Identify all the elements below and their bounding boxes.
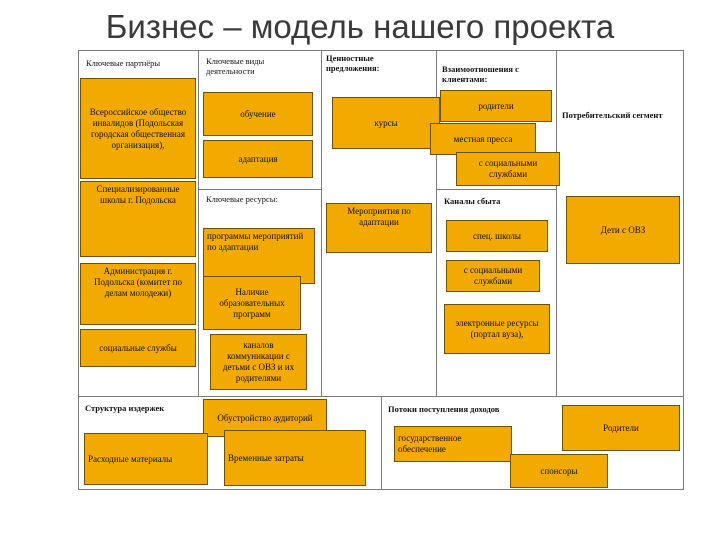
- header-customer-segment: Потребительский сегмент: [562, 110, 663, 120]
- channel-card: электронные ресурсы (портал вуза),: [444, 304, 550, 354]
- header-value-propositions: Ценностные предложения:: [326, 53, 380, 73]
- cost-card: Обустройство аудиторий: [203, 399, 327, 437]
- header-cost-structure: Структура издержек: [85, 403, 165, 413]
- revenue-card: государственное обеспечение: [394, 426, 512, 462]
- resource-card: программы мероприятий по адаптации: [203, 228, 315, 284]
- header-customer-relations: Взаимоотношения с клиентами:: [442, 64, 519, 84]
- partner-card: Специализированные школы г. Подольска: [80, 181, 196, 257]
- partner-card: Администрация г. Подольска (комитет по делам молодежи): [80, 263, 196, 325]
- value-card: курсы: [332, 97, 440, 149]
- activity-card: обучение: [203, 92, 313, 136]
- header-key-partners: Ключевые партнёры: [86, 58, 161, 68]
- revenue-card: Родители: [562, 405, 680, 451]
- divider: [556, 50, 557, 396]
- resource-card: каналов коммуникации с детьми с ОВЗ и их родителями: [210, 334, 307, 390]
- divider: [436, 189, 556, 190]
- cost-card: Расходные материалы: [84, 433, 208, 485]
- segment-card: Дети с ОВЗ: [566, 196, 680, 264]
- partner-card: Всероссийское общество инвалидов (Подольская городская общественная организация),: [80, 78, 196, 179]
- header-channels: Каналы сбыта: [444, 196, 501, 206]
- divider: [198, 50, 199, 396]
- divider: [321, 50, 322, 396]
- slide-title: Бизнес – модель нашего проекта: [105, 8, 615, 45]
- divider: [381, 396, 382, 490]
- partner-card: социальные службы: [80, 329, 196, 367]
- header-key-activities: Ключевые виды деятельности: [206, 56, 265, 76]
- relation-card: родители: [440, 90, 552, 122]
- header-revenue-streams: Потоки поступления доходов: [388, 404, 500, 414]
- relation-card: с социальными службами: [456, 152, 560, 186]
- activity-card: адаптация: [203, 140, 313, 178]
- relation-card: местная пресса: [430, 123, 536, 155]
- cost-card: Временные затраты: [224, 430, 366, 486]
- channel-card: с социальными службами: [446, 260, 540, 292]
- divider: [198, 189, 321, 190]
- value-card: Мероприятия по адаптации: [326, 203, 432, 253]
- resource-card: Наличие образовательных программ: [203, 276, 301, 330]
- channel-card: спец. школы: [446, 220, 548, 252]
- revenue-card: спонсоры: [510, 454, 608, 488]
- header-key-resources: Ключевые ресурсы:: [206, 194, 278, 204]
